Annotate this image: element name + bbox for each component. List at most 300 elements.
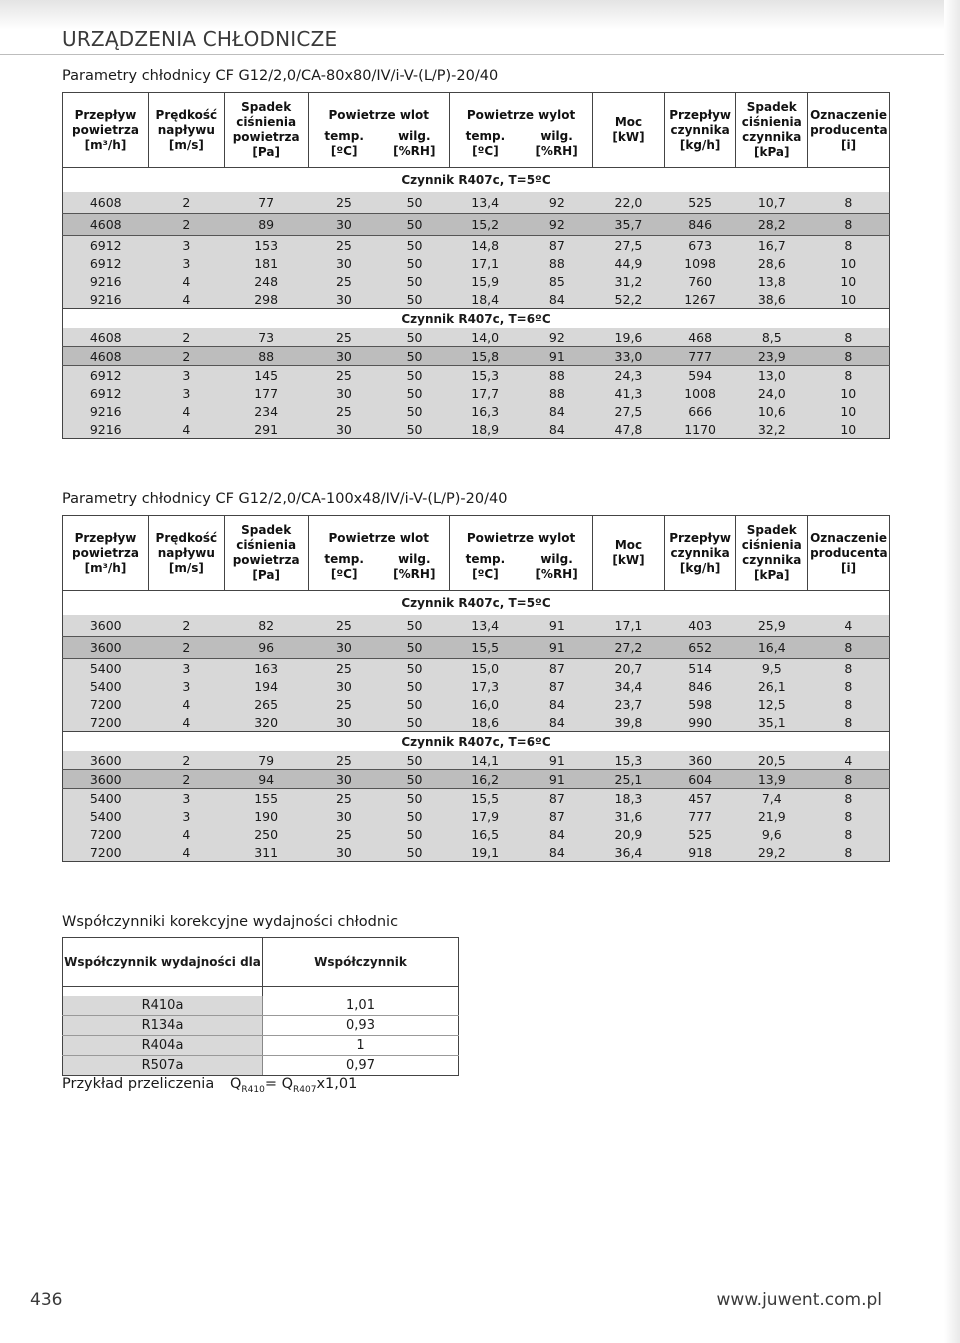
table-cell: 50	[380, 366, 450, 385]
table-cell: 16,2	[449, 770, 521, 789]
table-cell: 2	[148, 347, 224, 366]
table-cell: 4608	[63, 192, 149, 214]
table-cell: 15,9	[449, 272, 521, 290]
correction-factor: 0,97	[263, 1056, 459, 1076]
table-row	[63, 420, 890, 439]
refrigerant-section-label: Czynnik R407c, T=6ºC	[63, 309, 890, 329]
table-cell: 10	[808, 290, 890, 309]
table-cell: 50	[380, 677, 450, 695]
correction-row	[63, 1036, 459, 1056]
table-cell: 3	[148, 807, 224, 825]
table-cell: 30	[308, 637, 380, 659]
table-row	[63, 695, 890, 713]
table-cell: 21,9	[736, 807, 808, 825]
table-cell: 8	[808, 328, 890, 347]
table-cell: 5400	[63, 807, 149, 825]
table-cell: 457	[664, 789, 736, 808]
table-cell: 16,3	[449, 402, 521, 420]
table-cell: 88	[521, 384, 593, 402]
header-power: Moc [kW]	[593, 516, 665, 591]
table-row	[63, 751, 890, 770]
table-cell: 73	[224, 328, 308, 347]
table-cell: 16,4	[736, 637, 808, 659]
table-cell: 604	[664, 770, 736, 789]
table-cell: 17,7	[449, 384, 521, 402]
table-cell: 2	[148, 751, 224, 770]
table-cell: 5400	[63, 677, 149, 695]
table-cell: 18,4	[449, 290, 521, 309]
table-cell: 94	[224, 770, 308, 789]
table-cell: 250	[224, 825, 308, 843]
table-cell: 10	[808, 272, 890, 290]
table-cell: 84	[521, 713, 593, 732]
header-outlet-humidity: wilg. [%RH]	[521, 125, 593, 168]
table-cell: 50	[380, 290, 450, 309]
table-cell: 10,7	[736, 192, 808, 214]
table-cell: 990	[664, 713, 736, 732]
table-cell: 25	[308, 272, 380, 290]
correction-refrigerant: R404a	[63, 1036, 263, 1056]
table-cell: 652	[664, 637, 736, 659]
table-cell: 26,1	[736, 677, 808, 695]
table-cell: 30	[308, 770, 380, 789]
table-cell: 15,5	[449, 637, 521, 659]
table-row	[63, 214, 890, 236]
table-row	[63, 843, 890, 862]
refrigerant-section-label: Czynnik R407c, T=5ºC	[63, 591, 890, 616]
table-cell: 3600	[63, 615, 149, 637]
table-cell: 14,8	[449, 236, 521, 255]
table-cell: 88	[521, 366, 593, 385]
page-edge	[944, 0, 960, 1343]
table-cell: 17,3	[449, 677, 521, 695]
table-cell: 32,2	[736, 420, 808, 439]
table-cell: 777	[664, 807, 736, 825]
table-cell: 50	[380, 272, 450, 290]
refrigerant-section-label: Czynnik R407c, T=5ºC	[63, 168, 890, 193]
page-title: URZĄDZENIA CHŁODNICZE	[62, 27, 338, 51]
table-cell: 9,5	[736, 659, 808, 678]
table-cell: 15,0	[449, 659, 521, 678]
table-cell: 50	[380, 420, 450, 439]
header-manufacturer-code: Oznaczenie producenta [i]	[808, 516, 890, 591]
table-cell: 16,7	[736, 236, 808, 255]
table-row	[63, 402, 890, 420]
table-cell: 291	[224, 420, 308, 439]
header-refrigerant-flow: Przepływ czynnika [kg/h]	[664, 93, 736, 168]
table-cell: 84	[521, 402, 593, 420]
table-cell: 7200	[63, 843, 149, 862]
header-inlet-temp: temp. [ºC]	[308, 548, 380, 591]
table-cell: 52,2	[593, 290, 665, 309]
table-cell: 24,0	[736, 384, 808, 402]
table-cell: 92	[521, 214, 593, 236]
table-cell: 4	[148, 713, 224, 732]
table-cell: 846	[664, 214, 736, 236]
table-cell: 88	[521, 254, 593, 272]
table-cell: 13,8	[736, 272, 808, 290]
table-cell: 22,0	[593, 192, 665, 214]
table-cell: 20,7	[593, 659, 665, 678]
table-cell: 18,6	[449, 713, 521, 732]
table-cell: 4	[148, 825, 224, 843]
table-cell: 145	[224, 366, 308, 385]
table-1-title: Parametry chłodnicy CF G12/2,0/CA-80x80/IV/i-V-(L/P)-20/40	[62, 68, 499, 84]
table-cell: 36,4	[593, 843, 665, 862]
table-cell: 9216	[63, 420, 149, 439]
table-cell: 25	[308, 789, 380, 808]
table-cell: 4	[148, 695, 224, 713]
table-cell: 12,5	[736, 695, 808, 713]
table-cell: 468	[664, 328, 736, 347]
table-cell: 87	[521, 807, 593, 825]
table-cell: 13,4	[449, 192, 521, 214]
table-cell: 3	[148, 659, 224, 678]
table-cell: 30	[308, 254, 380, 272]
correction-refrigerant: R410a	[63, 996, 263, 1016]
table-cell: 23,7	[593, 695, 665, 713]
table-cell: 311	[224, 843, 308, 862]
table-cell: 25	[308, 192, 380, 214]
table-cell: 30	[308, 420, 380, 439]
refrigerant-section-row	[63, 732, 890, 752]
table-row	[63, 713, 890, 732]
table-cell: 3600	[63, 751, 149, 770]
table-cell: 50	[380, 384, 450, 402]
table-cell: 39,8	[593, 713, 665, 732]
header-inlet-temp: temp. [ºC]	[308, 125, 380, 168]
table-cell: 3	[148, 254, 224, 272]
table-cell: 41,3	[593, 384, 665, 402]
table-cell: 10	[808, 420, 890, 439]
table-cell: 8	[808, 843, 890, 862]
website-link[interactable]: www.juwent.com.pl	[716, 1290, 882, 1310]
table-cell: 89	[224, 214, 308, 236]
table-cell: 8	[808, 236, 890, 255]
formula-sub-right: R407	[293, 1084, 317, 1095]
table-cell: 265	[224, 695, 308, 713]
coil-table-2	[62, 515, 890, 862]
table-cell: 16,5	[449, 825, 521, 843]
table-cell: 28,6	[736, 254, 808, 272]
table-cell: 918	[664, 843, 736, 862]
table-cell: 10	[808, 384, 890, 402]
table-cell: 87	[521, 789, 593, 808]
correction-factor: 0,93	[263, 1016, 459, 1036]
table-cell: 846	[664, 677, 736, 695]
table-cell: 25	[308, 659, 380, 678]
table-row	[63, 384, 890, 402]
example-formula	[230, 1076, 357, 1095]
header-velocity: Prędkość napływu [m/s]	[148, 93, 224, 168]
header-velocity: Prędkość napływu [m/s]	[148, 516, 224, 591]
table-cell: 4	[148, 272, 224, 290]
header-refrigerant-pressure-drop: Spadek ciśnienia czynnika [kPa]	[736, 516, 808, 591]
table-cell: 525	[664, 825, 736, 843]
table-cell: 50	[380, 328, 450, 347]
table-cell: 7,4	[736, 789, 808, 808]
header-air-outlet: Powietrze wylot	[449, 93, 592, 126]
correction-factor: 1,01	[263, 996, 459, 1016]
table-cell: 153	[224, 236, 308, 255]
table-cell: 14,0	[449, 328, 521, 347]
table-cell: 50	[380, 347, 450, 366]
table-cell: 1098	[664, 254, 736, 272]
table-cell: 20,5	[736, 751, 808, 770]
refrigerant-section-row	[63, 309, 890, 329]
table-cell: 17,9	[449, 807, 521, 825]
correction-refrigerant: R507a	[63, 1056, 263, 1076]
table-cell: 28,2	[736, 214, 808, 236]
table-cell: 13,0	[736, 366, 808, 385]
table-row	[63, 366, 890, 385]
refrigerant-section-row	[63, 168, 890, 193]
table-cell: 30	[308, 677, 380, 695]
table-cell: 50	[380, 192, 450, 214]
table-cell: 6912	[63, 254, 149, 272]
table-cell: 8	[808, 637, 890, 659]
table-cell: 194	[224, 677, 308, 695]
table-cell: 35,1	[736, 713, 808, 732]
table-cell: 594	[664, 366, 736, 385]
table-row	[63, 192, 890, 214]
header-outlet-humidity: wilg. [%RH]	[521, 548, 593, 591]
table-cell: 9216	[63, 402, 149, 420]
table-cell: 4608	[63, 347, 149, 366]
table-cell: 50	[380, 843, 450, 862]
title-rule	[0, 54, 944, 55]
table-cell: 525	[664, 192, 736, 214]
table-cell: 92	[521, 192, 593, 214]
table-cell: 360	[664, 751, 736, 770]
table-cell: 3600	[63, 770, 149, 789]
table-cell: 17,1	[593, 615, 665, 637]
table-cell: 30	[308, 290, 380, 309]
table-cell: 4	[808, 751, 890, 770]
refrigerant-section-row	[63, 591, 890, 616]
table-cell: 35,7	[593, 214, 665, 236]
table-cell: 15,2	[449, 214, 521, 236]
table-cell: 50	[380, 214, 450, 236]
table-cell: 666	[664, 402, 736, 420]
table-cell: 15,5	[449, 789, 521, 808]
table-cell: 30	[308, 713, 380, 732]
table-cell: 5400	[63, 659, 149, 678]
table-cell: 4	[148, 420, 224, 439]
table-cell: 3	[148, 677, 224, 695]
table-cell: 50	[380, 713, 450, 732]
table-cell: 3	[148, 366, 224, 385]
table-row	[63, 637, 890, 659]
table-cell: 24,3	[593, 366, 665, 385]
table-row	[63, 328, 890, 347]
table-cell: 84	[521, 843, 593, 862]
table-cell: 84	[521, 420, 593, 439]
table-cell: 2	[148, 328, 224, 347]
table-cell: 29,2	[736, 843, 808, 862]
table-cell: 177	[224, 384, 308, 402]
table-cell: 190	[224, 807, 308, 825]
table-cell: 85	[521, 272, 593, 290]
table-cell: 50	[380, 695, 450, 713]
correction-header-refrigerant: Współczynnik wydajności dla	[63, 938, 263, 987]
formula-sub-left: R410	[241, 1084, 265, 1095]
top-strip	[0, 0, 960, 30]
table-cell: 8	[808, 366, 890, 385]
table-cell: 30	[308, 347, 380, 366]
table-cell: 30	[308, 384, 380, 402]
table-cell: 4	[808, 615, 890, 637]
table-cell: 17,1	[449, 254, 521, 272]
table-cell: 5400	[63, 789, 149, 808]
table-cell: 3	[148, 384, 224, 402]
table-cell: 50	[380, 637, 450, 659]
table-row	[63, 347, 890, 366]
table-cell: 13,9	[736, 770, 808, 789]
table-cell: 27,5	[593, 236, 665, 255]
table-row	[63, 789, 890, 808]
table-cell: 248	[224, 272, 308, 290]
table-cell: 8	[808, 825, 890, 843]
table-cell: 18,3	[593, 789, 665, 808]
table-cell: 8	[808, 192, 890, 214]
table-cell: 50	[380, 254, 450, 272]
correction-row	[63, 1056, 459, 1076]
conversion-example	[62, 1076, 358, 1095]
table-row	[63, 254, 890, 272]
correction-title: Współczynniki korekcyjne wydajności chłodnic	[62, 914, 399, 930]
table-cell: 8	[808, 713, 890, 732]
table-cell: 6912	[63, 236, 149, 255]
table-row	[63, 236, 890, 255]
table-cell: 2	[148, 214, 224, 236]
table-cell: 25	[308, 236, 380, 255]
table-cell: 30	[308, 214, 380, 236]
table-cell: 7200	[63, 713, 149, 732]
table-cell: 8,5	[736, 328, 808, 347]
table-cell: 25,9	[736, 615, 808, 637]
table-cell: 96	[224, 637, 308, 659]
table-cell: 10	[808, 402, 890, 420]
table-cell: 8	[808, 807, 890, 825]
header-inlet-humidity: wilg. [%RH]	[380, 125, 450, 168]
correction-row	[63, 1016, 459, 1036]
table-cell: 84	[521, 825, 593, 843]
table-cell: 91	[521, 770, 593, 789]
table-cell: 50	[380, 825, 450, 843]
table-cell: 50	[380, 770, 450, 789]
table-cell: 8	[808, 770, 890, 789]
header-air-outlet: Powietrze wylot	[449, 516, 592, 549]
correction-row	[63, 996, 459, 1016]
table-cell: 8	[808, 214, 890, 236]
table-cell: 8	[808, 789, 890, 808]
table-cell: 8	[808, 659, 890, 678]
table-cell: 23,9	[736, 347, 808, 366]
table-cell: 1170	[664, 420, 736, 439]
table-cell: 1267	[664, 290, 736, 309]
refrigerant-section-label: Czynnik R407c, T=6ºC	[63, 732, 890, 752]
table-cell: 4608	[63, 214, 149, 236]
header-air-inlet: Powietrze wlot	[308, 93, 449, 126]
table-cell: 50	[380, 402, 450, 420]
table-cell: 7200	[63, 695, 149, 713]
table-cell: 87	[521, 677, 593, 695]
table-cell: 15,3	[449, 366, 521, 385]
table-cell: 50	[380, 751, 450, 770]
table-cell: 20,9	[593, 825, 665, 843]
header-manufacturer-code: Oznaczenie producenta [i]	[808, 93, 890, 168]
table-cell: 15,8	[449, 347, 521, 366]
table-cell: 27,5	[593, 402, 665, 420]
table-cell: 19,1	[449, 843, 521, 862]
table-cell: 88	[224, 347, 308, 366]
table-cell: 79	[224, 751, 308, 770]
table-cell: 16,0	[449, 695, 521, 713]
table-cell: 9216	[63, 272, 149, 290]
table-cell: 6912	[63, 384, 149, 402]
header-refrigerant-flow: Przepływ czynnika [kg/h]	[664, 516, 736, 591]
table-row	[63, 272, 890, 290]
header-outlet-temp: temp. [ºC]	[449, 125, 521, 168]
table-cell: 298	[224, 290, 308, 309]
correction-factor: 1	[263, 1036, 459, 1056]
table-cell: 14,1	[449, 751, 521, 770]
header-air-flow: Przepływ powietrza [m³/h]	[63, 516, 149, 591]
table-cell: 4	[148, 402, 224, 420]
table-row	[63, 770, 890, 789]
header-inlet-humidity: wilg. [%RH]	[380, 548, 450, 591]
table-2-title: Parametry chłodnicy CF G12/2,0/CA-100x48/IV/i-V-(L/P)-20/40	[62, 491, 508, 507]
table-cell: 87	[521, 659, 593, 678]
table-row	[63, 677, 890, 695]
table-cell: 33,0	[593, 347, 665, 366]
table-cell: 163	[224, 659, 308, 678]
header-air-pressure-drop: Spadek ciśnienia powietrza [Pa]	[224, 93, 308, 168]
correction-refrigerant: R134a	[63, 1016, 263, 1036]
table-cell: 50	[380, 236, 450, 255]
table-cell: 7200	[63, 825, 149, 843]
table-cell: 30	[308, 843, 380, 862]
header-air-pressure-drop: Spadek ciśnienia powietrza [Pa]	[224, 516, 308, 591]
table-cell: 3	[148, 236, 224, 255]
table-cell: 91	[521, 347, 593, 366]
table-cell: 15,3	[593, 751, 665, 770]
correction-table	[62, 937, 459, 1076]
formula-equals: = Q	[264, 1076, 294, 1092]
table-cell: 10	[808, 254, 890, 272]
table-cell: 19,6	[593, 328, 665, 347]
table-cell: 25	[308, 825, 380, 843]
table-cell: 30	[308, 807, 380, 825]
table-cell: 9216	[63, 290, 149, 309]
table-cell: 8	[808, 677, 890, 695]
table-cell: 8	[808, 347, 890, 366]
table-cell: 13,4	[449, 615, 521, 637]
table-cell: 31,2	[593, 272, 665, 290]
table-cell: 31,6	[593, 807, 665, 825]
correction-header-factor: Współczynnik	[263, 938, 459, 987]
header-outlet-temp: temp. [ºC]	[449, 548, 521, 591]
table-cell: 25	[308, 402, 380, 420]
table-cell: 38,6	[736, 290, 808, 309]
table-cell: 8	[808, 695, 890, 713]
table-row	[63, 659, 890, 678]
table-cell: 18,9	[449, 420, 521, 439]
table-cell: 10,6	[736, 402, 808, 420]
table-cell: 84	[521, 695, 593, 713]
table-cell: 27,2	[593, 637, 665, 659]
